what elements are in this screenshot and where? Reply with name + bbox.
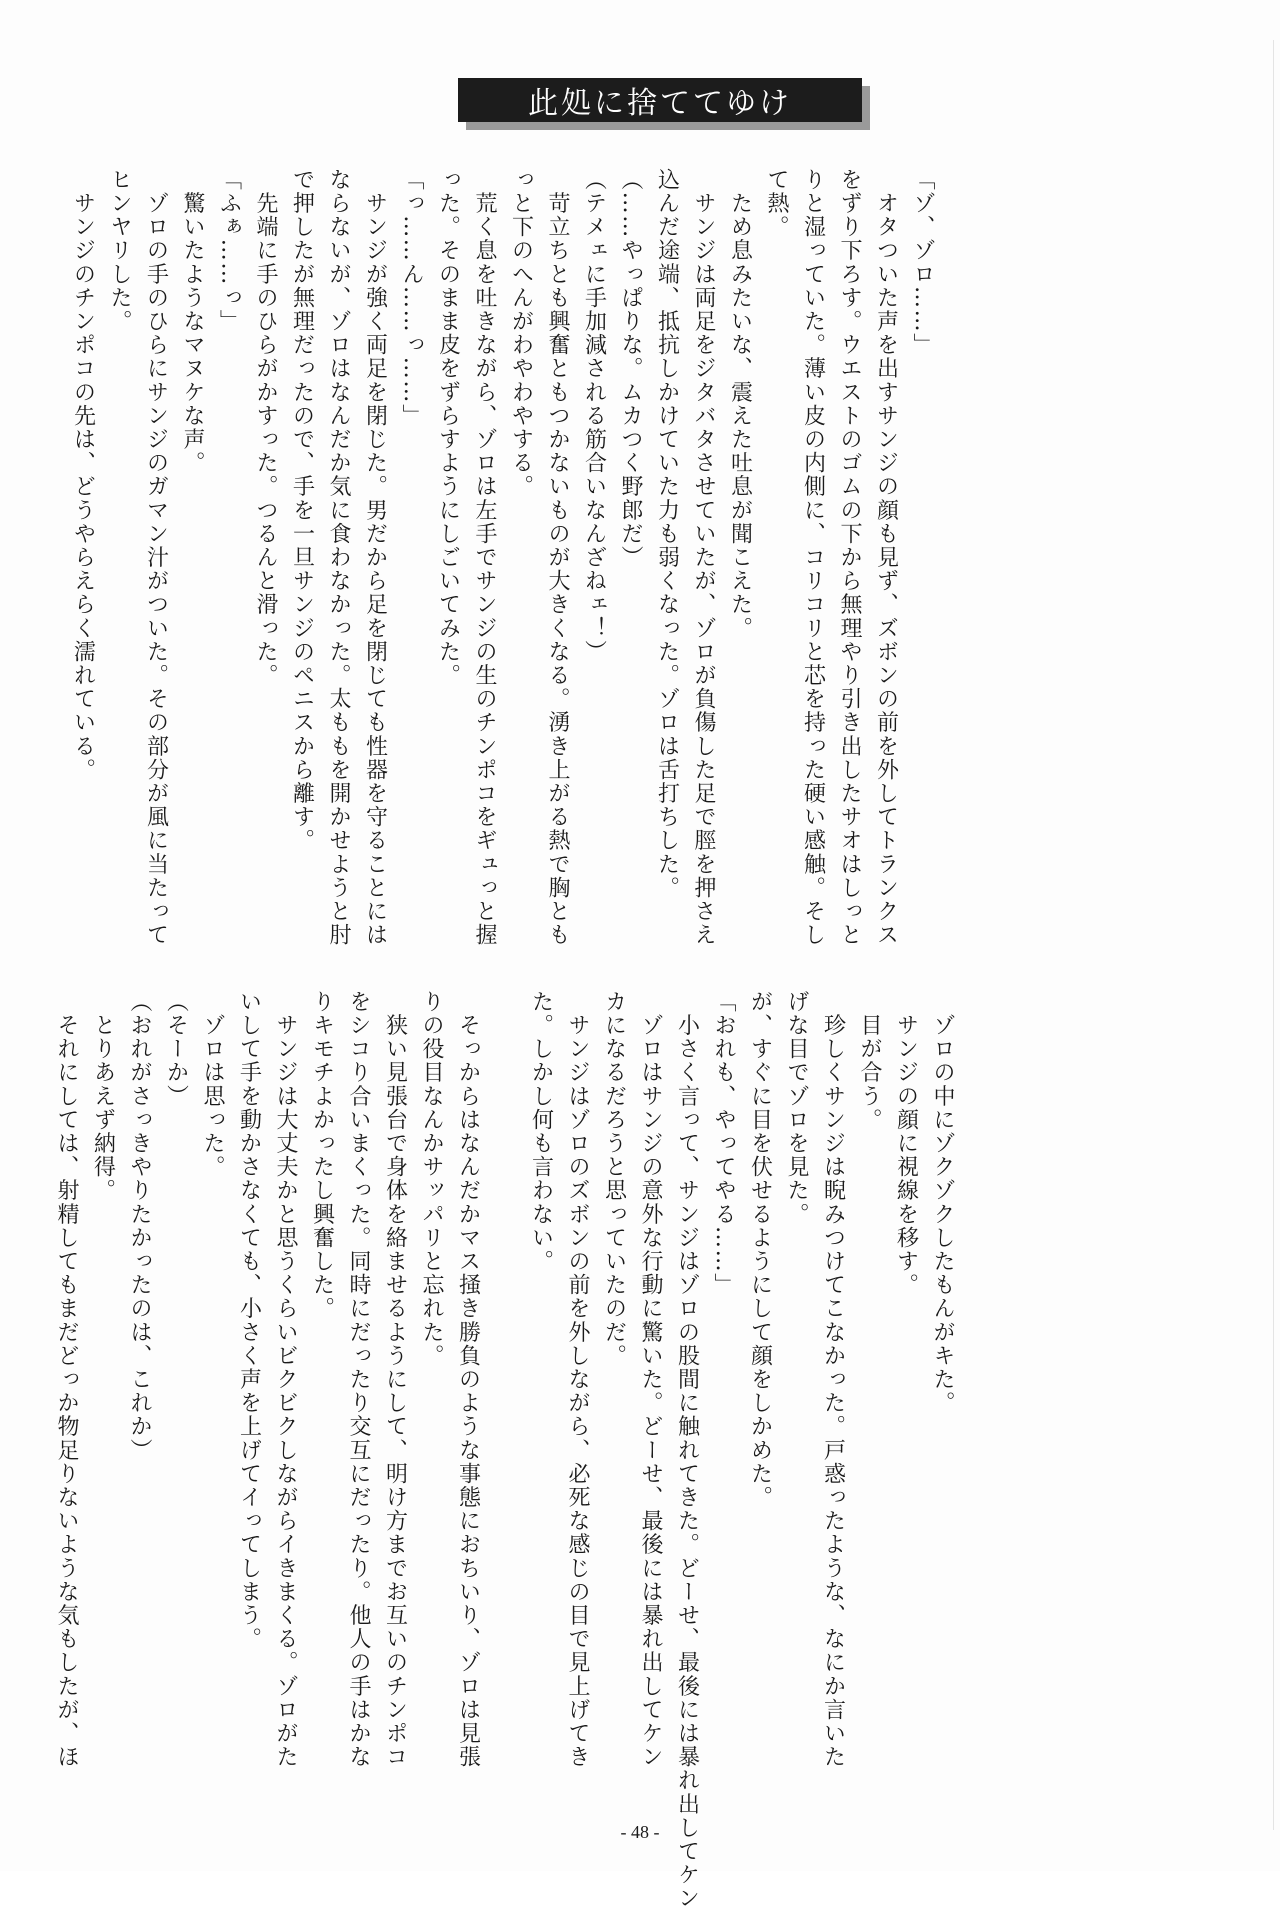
text-line: ヒンヤリした。 xyxy=(107,168,132,334)
text-line: ゾロはサンジの意外な行動に驚いた。どーせ、最後には暴れ出してケン xyxy=(638,990,663,1769)
text-line: をシコり合いまくった。同時にだったり交互にだったり。他人の手はかな xyxy=(346,990,371,1769)
text-line: 苛立ちとも興奮ともつかないものが大きくなる。湧き上がる熱で胸とも xyxy=(545,168,570,947)
text-line: 驚いたようなマヌケな声。 xyxy=(180,168,205,475)
text-line: げな目でゾロを見た。 xyxy=(784,990,809,1226)
chapter-title: 此処に捨ててゆけ xyxy=(458,78,862,122)
text-line: で押したが無理だったので、手を一旦サンジのペニスから離す。 xyxy=(289,168,315,853)
text-line: それにしては、射精してもまだどっか物足りないような気もしたが、ほ xyxy=(54,990,79,1769)
chapter-title-banner xyxy=(458,78,870,130)
text-line: （おれがさっきやりたかったのは、これか） xyxy=(127,990,152,1462)
text-line: 小さく言って、サンジはゾロの股間に触れてきた。どーせ、最後には暴れ出してケン xyxy=(674,990,700,1910)
text-line: りキモチよかったし興奮した。 xyxy=(309,990,335,1321)
text-line: ゾロの手のひらにサンジのガマン汁がついた。その部分が風に当たって xyxy=(143,168,169,947)
text-line: カになるだろうと思っていたのだ。 xyxy=(601,990,627,1368)
text-line: が、すぐに目を伏せるようにして顔をしかめた。 xyxy=(747,990,773,1510)
text-line: 先端に手のひらがかすった。つるんと滑った。 xyxy=(253,168,278,688)
text-line: サンジのチンポコの先は、どうやらえらく濡れている。 xyxy=(70,168,96,782)
text-line: 込んだ途端、抵抗しかけていた力も弱くなった。ゾロは舌打ちした。 xyxy=(654,168,680,900)
text-line: 「っ……ん……っ……」 xyxy=(399,168,424,428)
text-line: 「ふぁ……っ」 xyxy=(216,168,242,334)
text-line: サンジは大丈夫かと思うくらいビクビクしながらイきまくる。ゾロがた xyxy=(273,990,298,1769)
text-line: ため息みたいな、震えた吐息が聞こえた。 xyxy=(727,168,753,640)
text-line: （テメェに手加減される筋合いなんざねェ！） xyxy=(581,168,607,664)
text-line: そっからはなんだかマス掻き勝負のような事態におちいり、ゾロは見張 xyxy=(455,990,481,1769)
text-line: りの役目なんかサッパリと忘れた。 xyxy=(419,990,444,1368)
text-line: サンジはゾロのズボンの前を外しながら、必死な感じの目で見上げてき xyxy=(565,990,590,1769)
text-line: 荒く息を吐きながら、ゾロは左手でサンジの生のチンポコをギュっと握 xyxy=(472,168,497,947)
text-line: とりあえず納得。 xyxy=(90,990,116,1203)
text-line: （……やっぱりな。ムカつく野郎だ） xyxy=(618,168,643,570)
text-block-upper xyxy=(70,168,940,947)
text-line: て熱。 xyxy=(764,168,789,239)
text-line: ゾロは思った。 xyxy=(200,990,225,1179)
text-line: 「ゾ、ゾロ……」 xyxy=(910,168,935,357)
text-line: ならないが、ゾロはなんだか気に食わなかった。太ももを開かせようと肘 xyxy=(326,168,351,947)
text-line: た。しかし何も言わない。 xyxy=(528,990,554,1274)
text-line: （そーか） xyxy=(163,990,189,1108)
text-line: サンジが強く両足を閉じた。男だから足を閉じても性器を守ることには xyxy=(362,168,388,947)
text-line: サンジは両足をジタバタさせていたが、ゾロが負傷した足で脛を押さえ xyxy=(691,168,716,947)
text-line: 珍しくサンジは睨みつけてこなかった。戸惑ったような、なにか言いた xyxy=(820,990,846,1769)
text-line: オタついた声を出すサンジの顔も見ず、ズボンの前を外してトランクス xyxy=(873,168,899,947)
text-line: っと下のへんがわやわやする。 xyxy=(508,168,534,499)
text-line: 目が合う。 xyxy=(857,990,882,1132)
text-line: 「おれも、やってやる……」 xyxy=(711,990,736,1297)
page-number: - 48 - xyxy=(620,1822,660,1842)
text-line: ゾロの中にゾクゾクしたもんがキた。 xyxy=(930,990,955,1415)
text-line: りと湿っていた。薄い皮の内側に、コリコリと芯を持った硬い感触。そし xyxy=(800,168,826,947)
text-line: サンジの顔に視線を移す。 xyxy=(893,990,919,1297)
text-line xyxy=(486,990,523,1740)
text-line: いして手を動かさなくても、小さく声を上げてイってしまう。 xyxy=(236,990,262,1651)
text-line: った。そのまま皮をずらすようにしごいてみた。 xyxy=(435,168,461,688)
text-line: をずり下ろす。ウエストのゴムの下から無理やり引き出したサオはしっと xyxy=(837,168,862,947)
text-line: 狭い見張台で身体を絡ませるようにして、明け方までお互いのチンポコ xyxy=(382,990,408,1769)
page-edge-rule xyxy=(1273,40,1274,1830)
